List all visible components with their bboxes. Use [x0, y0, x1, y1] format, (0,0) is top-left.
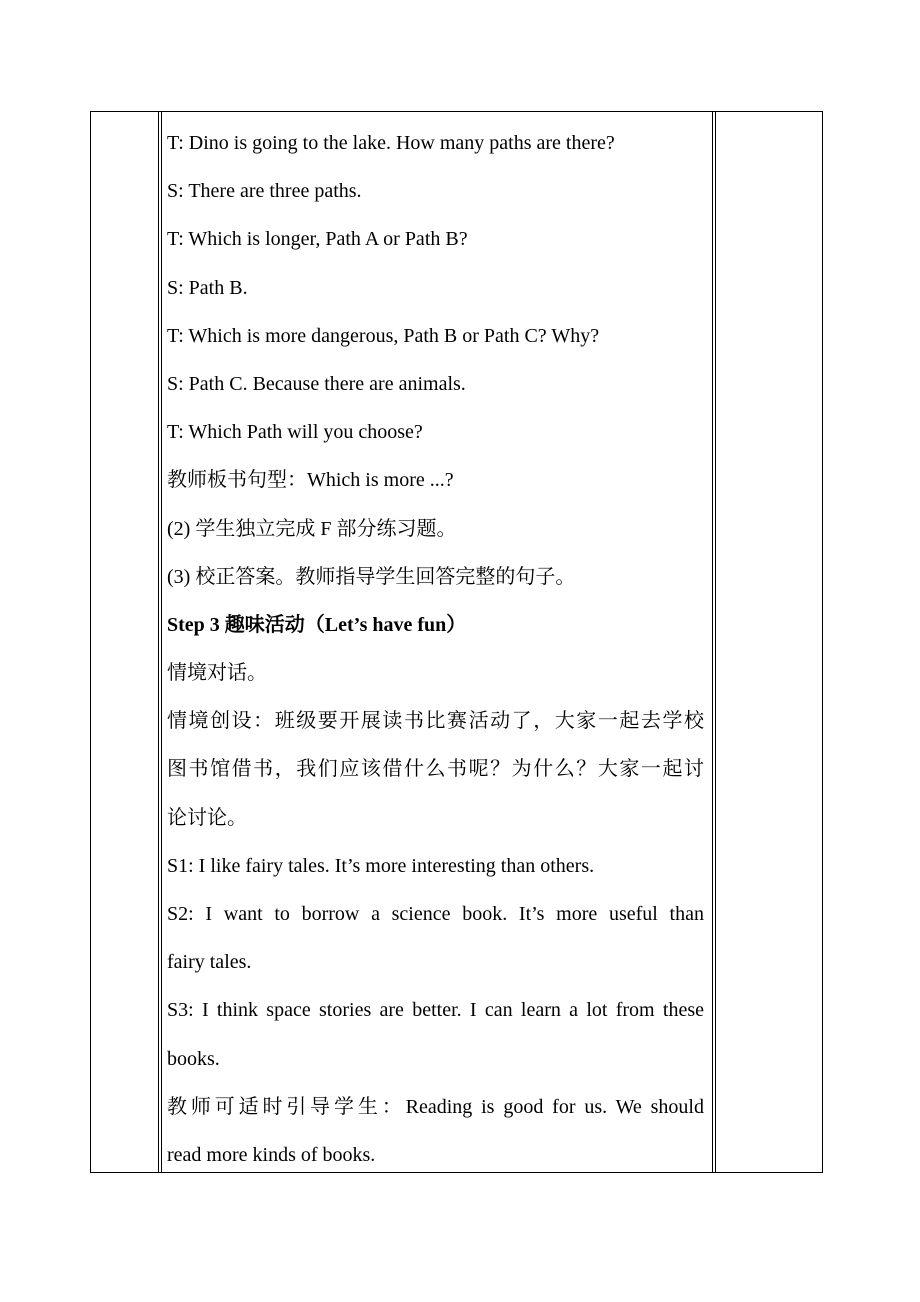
- instruction-line: 情境对话。: [167, 662, 267, 685]
- paragraph-line: 论讨论。: [167, 806, 247, 829]
- dialogue-line: T: Which is more dangerous, Path B or Path C? Why?: [167, 324, 600, 347]
- dialogue-line: S: Path B.: [167, 276, 248, 299]
- dialogue-line: fairy tales.: [167, 951, 252, 974]
- lesson-content: [167, 119, 704, 1179]
- step-heading: Step 3 趣味活动（Let’s have fun）: [167, 613, 467, 636]
- dialogue-line: S: Path C. Because there are animals.: [167, 372, 466, 395]
- dialogue-line: T: Which is longer, Path A or Path B?: [167, 228, 468, 251]
- paragraph-line: 情境创设：班级要开展读书比赛活动了，大家一起去学校: [167, 710, 704, 733]
- instruction-line: (3) 校正答案。教师指导学生回答完整的句子。: [167, 565, 576, 588]
- dialogue-line: T: Dino is going to the lake. How many paths are there?: [167, 132, 615, 154]
- dialogue-line: books.: [167, 1047, 220, 1070]
- dialogue-line: S2: I want to borrow a science book. It’s more useful than: [167, 903, 704, 925]
- table-divider: [161, 112, 162, 1172]
- paragraph-line: read more kinds of books.: [167, 1143, 376, 1166]
- paragraph-line: 图书馆借书，我们应该借什么书呢？为什么？大家一起讨: [167, 758, 704, 781]
- dialogue-line: S3: I think space stories are better. I can learn a lot from these: [167, 999, 704, 1022]
- table-divider: [712, 112, 713, 1172]
- dialogue-line: S1: I like fairy tales. It’s more interesting than others.: [167, 854, 595, 877]
- table-divider: [158, 112, 159, 1172]
- paragraph-line: 教师可适时引导学生：Reading is good for us. We should: [167, 1095, 704, 1118]
- table-divider: [715, 112, 716, 1172]
- instruction-line: 教师板书句型：Which is more ...?: [167, 469, 454, 492]
- dialogue-line: T: Which Path will you choose?: [167, 421, 423, 444]
- instruction-line: (2) 学生独立完成 F 部分练习题。: [167, 517, 457, 540]
- dialogue-line: S: There are three paths.: [167, 180, 362, 203]
